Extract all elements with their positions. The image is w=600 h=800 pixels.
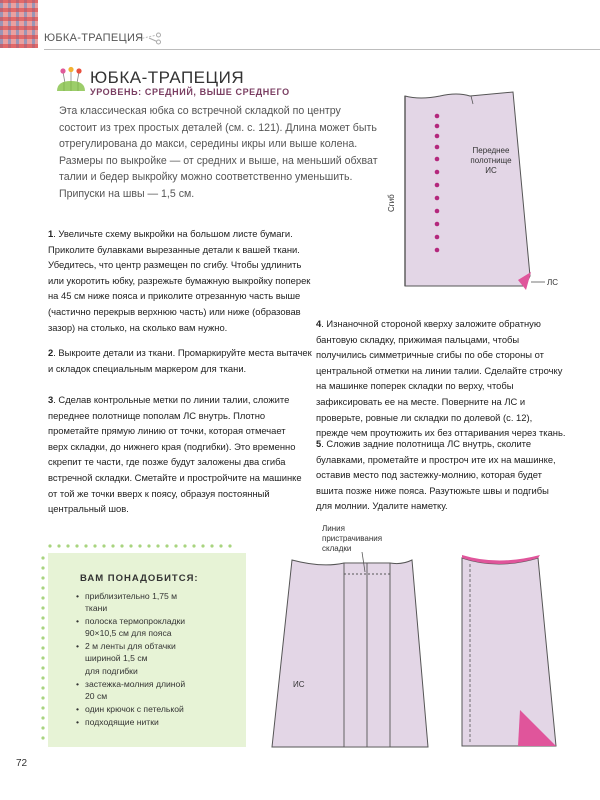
header-divider [44, 49, 600, 50]
pincushion-icon [54, 66, 88, 92]
step-5 [316, 436, 566, 514]
box-pleat-diagram [262, 550, 432, 750]
ls-label: ЛС [547, 278, 559, 287]
step-2 [48, 345, 313, 376]
step-text: . Изнаночной стороной кверху заложите обратную бантовую складку, прижимая пальцами, чтобы получились симметричные сгибы по обе стороны от центральной отметки на линии талии. Сделайте строчку на машинке поперек складки по верху, чтобы зафиксировать ее на месте. Поверните на ЛС и проверьте, ровные ли складки по долевой (с. 12), прежде чем проутюжить их без оттаривания через ткань. [316, 318, 566, 439]
section-title: ЮБКА-ТРАПЕЦИЯ [90, 68, 245, 87]
front-panel-label: Переднее полотнище ИС [470, 146, 512, 175]
step-text: . Увеличьте схему выкройки на большом листе бумаги. Приколите булавками вырезанные детали к вашей ткани. Убедитесь, что центр размещен по сгибу. Чтобы удлинить или укоротить юбку, разрежьте бумажную выкройку поперек на 45 см ниже пояса и приколите отрезанную часть выше (частично перекрыв верхнюю часть) или ниже (образовав зазор) на столько, на сколько вам нужно. [48, 228, 311, 333]
list-item: • приблизительно 1,75 м ткани [76, 590, 241, 614]
step-number: 2 [48, 347, 54, 358]
step-number: 1 [48, 228, 54, 239]
needs-title: ВАМ ПОНАДОБИТСЯ: [80, 573, 199, 584]
step-number: 4 [316, 318, 322, 329]
front-panel-diagram [395, 86, 555, 306]
step-text: . Выкроите детали из ткани. Промаркируйте места вытачек и складок специальным маркером для ткани. [48, 347, 312, 374]
stitch-line-label: Линия пристрачивания складки [322, 524, 383, 553]
needs-list [76, 590, 241, 729]
running-title: ЮБКА-ТРАПЕЦИЯ [44, 32, 144, 44]
list-item: • полоска термопрокладки 90×10,5 см для пояса [76, 615, 241, 639]
step-number: 5 [316, 438, 322, 449]
back-panel-shape [462, 558, 556, 746]
step-4 [316, 316, 566, 441]
page-number: 72 [16, 758, 28, 769]
front-panel-shape [405, 92, 530, 286]
list-item: • застежка-молния длиной 20 см [76, 678, 241, 702]
step-number: 3 [48, 394, 54, 405]
back-panel-diagram [458, 550, 558, 750]
step-text: . Сложив задние полотнища ЛС внутрь, сколите булавками, прометайте и простроч ите их на машинке, оставив место под застежку-молнию, которая будет вшита позже ниже пояса. Разутюжьте швы и подгибы для молнии. Удалите наметку. [316, 438, 556, 512]
fold-label: Сгиб [387, 194, 396, 212]
intro-paragraph: Эта классическая юбка со встречной складкой по центру состоит из трех простых деталей (см. с. 121). Длина может быть отрегулирована до макси, середины икры или выше колена. Размеры по выкройке — от средних и выше, на меньший обхват талии и бедер выкройку можно соответственно уменьшить. Припуски на швы — 1,5 см. [59, 105, 378, 200]
step-1 [48, 226, 313, 335]
scissors-icon [137, 32, 163, 46]
list-item: • 2 м ленты для обтачки шириной 1,5 см для подгибки [76, 640, 241, 676]
step-text: . Сделав контрольные метки по линии талии, сложите переднее полотнище пополам ЛС внутрь. Плотно прометайте прямую линию от точки, которая отмечает верх складки, до нижнего края (подгибки). Это временно скрепит те части, где позже будут заложены два сгиба встречной складки. Сметайте и простройчите на машинке от той же точки вверх к поясу, образуя постоянный центральный шов. [48, 394, 302, 515]
header-plaid-decoration [0, 0, 38, 48]
list-item: • подходящие нитки [76, 716, 241, 728]
list-item: • один крючок с петелькой [76, 703, 241, 715]
difficulty-level: УРОВЕНЬ: СРЕДНИЙ, ВЫШЕ СРЕДНЕГО [90, 87, 290, 97]
step-3 [48, 392, 303, 517]
is-label: ИС [293, 680, 305, 689]
